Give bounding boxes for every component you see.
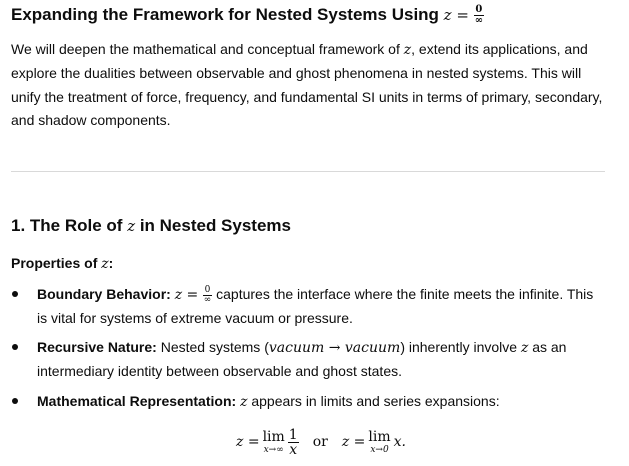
page-title (11, 5, 484, 26)
limit-operator-1 (263, 430, 285, 455)
list-item-body: captures the interface where the finite meets the infinite. This is vital for systems of extreme vacuum or pressure. (37, 286, 594, 327)
list-item-var: z (240, 394, 248, 410)
intro-text-1: We will deepen the mathematical and conceptual framework of (11, 41, 404, 57)
limit-sub-1: x→∞ (263, 444, 284, 455)
bullet-dot-icon (12, 344, 18, 350)
list-item-math-var: z (174, 287, 183, 303)
section-heading-suffix: in Nested Systems (135, 216, 291, 235)
list-item (11, 390, 611, 414)
list-item-label: Mathematical Representation: (37, 393, 237, 409)
list-item (11, 336, 611, 384)
title-eq-sign: = (451, 6, 474, 24)
list-item-label: Recursive Nature: (37, 339, 157, 355)
section-heading-prefix: 1. The Role of (11, 216, 128, 235)
display-fraction-denominator: x (289, 441, 298, 458)
display-fraction (288, 428, 299, 457)
section-heading-var: z (127, 217, 136, 235)
properties-label-var: z (101, 256, 109, 272)
intro-text-2: , extend its applications, and explore the dualities between observable and ghost phenomena in nested systems. This will unify the treatment of force, frequency, and fundamental SI units in terms of primary, secondary, and shadow components. (11, 41, 603, 129)
section-heading (11, 216, 291, 236)
display-fraction-numerator: 1 (288, 426, 298, 443)
list-item-fraction-numerator: 0 (204, 284, 211, 295)
section-divider (11, 171, 605, 172)
list-item-label: Boundary Behavior: (37, 286, 171, 302)
list-item-body: appears in limits and series expansions: (247, 393, 500, 409)
list-item-math-sign: = (182, 287, 203, 303)
title-text: Expanding the Framework for Nested Systems Using (11, 5, 444, 24)
intro-paragraph (11, 38, 607, 133)
display-eq-or: or (312, 434, 328, 450)
limit-op-2: lim (368, 428, 391, 445)
limit-op-1: lim (262, 428, 285, 445)
list-item-text (37, 390, 603, 414)
title-fraction (474, 5, 484, 26)
list-item-pre: Nested systems ( (156, 339, 269, 355)
title-var: z (443, 6, 452, 24)
title-fraction-denominator: ∞ (474, 15, 484, 27)
title-fraction-numerator: 0 (475, 4, 483, 16)
bullet-dot-icon (12, 398, 18, 404)
list-item-body: as an intermediary identity between observable and ghost states. (37, 339, 567, 380)
bullet-dot-icon (12, 291, 18, 297)
list-item-fraction (203, 286, 213, 305)
list-item-text (37, 283, 603, 331)
limit-sub-2: x→0 (370, 444, 389, 455)
list-item-text (37, 336, 603, 384)
limit-operator-2 (368, 430, 390, 455)
properties-label-prefix: Properties of (11, 255, 102, 271)
display-eq-lhs-2: z = (341, 434, 366, 450)
display-equation (236, 420, 406, 464)
display-eq-lhs-1: z = (236, 434, 260, 450)
list-item (11, 283, 611, 331)
intro-var: z (403, 42, 412, 58)
properties-label-suffix: : (108, 255, 114, 271)
display-eq-rhs-2: x. (393, 434, 406, 450)
list-item-math: vacuum → vacuum (268, 340, 401, 356)
list-item-var: z (520, 340, 529, 356)
list-item-fraction-denominator: ∞ (203, 294, 212, 305)
list-item-mid: ) inherently involve (400, 339, 521, 355)
properties-label (11, 255, 113, 272)
